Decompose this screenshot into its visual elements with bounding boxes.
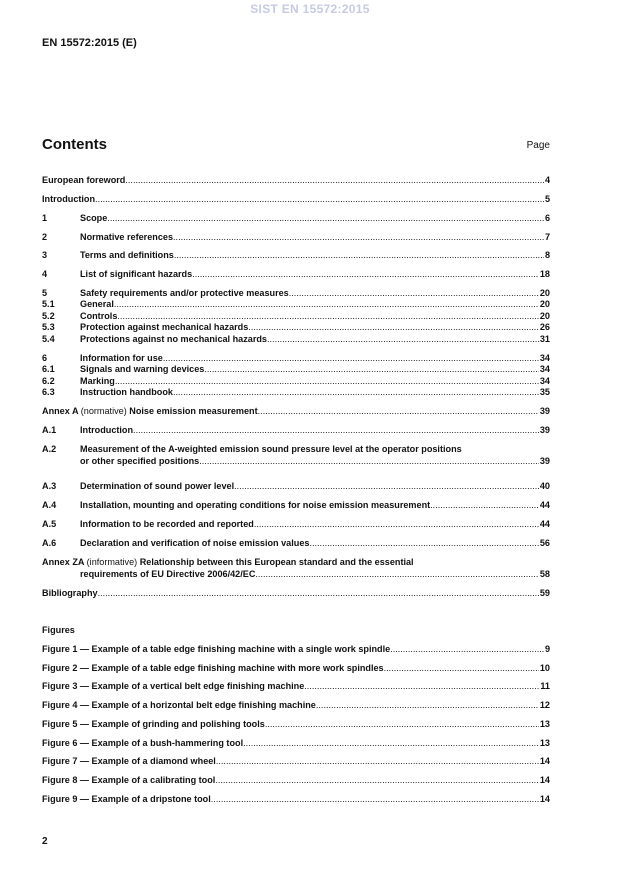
figure-page-number: 10 <box>539 663 550 673</box>
dot-leader <box>384 663 539 674</box>
toc-section-number: 5 <box>42 288 48 298</box>
toc-page-number: 20 <box>539 311 550 321</box>
dot-leader <box>117 311 538 322</box>
toc-page-number: 39 <box>539 425 550 435</box>
toc-entry-text: European foreword <box>42 175 126 185</box>
dot-leader <box>267 334 539 345</box>
dot-leader <box>243 738 539 749</box>
figure-entry-text: Figure 1 — Example of a table edge finishing machine with a single work spindle <box>42 644 391 654</box>
toc-entry-a2-emission-sound-pressure[interactable] <box>42 444 550 472</box>
page-number: 2 <box>42 836 48 847</box>
toc-section-number: A.4 <box>42 500 57 510</box>
toc-entry-text: Scope <box>80 213 108 223</box>
toc-page-number: 6 <box>544 213 550 223</box>
toc-entry-text: Instruction handbook <box>80 387 173 397</box>
toc-entry-text: Information for use <box>80 353 163 363</box>
toc-page-number: 8 <box>544 250 550 260</box>
figure-page-number: 13 <box>539 738 550 748</box>
dot-leader <box>204 364 539 375</box>
dot-leader <box>254 519 539 530</box>
toc-section-number: 6.2 <box>42 376 55 386</box>
toc-entry-text: Controls <box>80 311 118 321</box>
figure-entry-text: Figure 8 — Example of a calibrating tool <box>42 775 216 785</box>
dot-leader <box>192 269 539 280</box>
toc-page-number: 39 <box>539 406 550 416</box>
dot-leader <box>125 175 544 186</box>
figure-page-number: 12 <box>539 700 550 710</box>
toc-entry-text: Terms and definitions <box>80 250 174 260</box>
dot-leader <box>98 588 539 599</box>
toc-section-number: A.1 <box>42 425 57 435</box>
toc-page-number: 18 <box>539 269 550 279</box>
dot-leader <box>107 213 544 224</box>
figure-page-number: 9 <box>544 644 550 654</box>
dot-leader <box>115 376 539 387</box>
figure-entry-text: Figure 9 — Example of a dripstone tool <box>42 794 211 804</box>
document-id: EN 15572:2015 (E) <box>42 37 137 49</box>
dot-leader <box>304 681 539 692</box>
toc-page-number: 35 <box>539 387 550 397</box>
toc-section-number: 5.4 <box>42 334 55 344</box>
dot-leader <box>211 794 539 805</box>
toc-section-number: 3 <box>42 250 48 260</box>
figure-page-number: 14 <box>539 794 550 804</box>
annex-label: Annex A <box>42 406 79 416</box>
dot-leader <box>430 500 539 511</box>
dot-leader <box>248 322 539 333</box>
dot-leader <box>114 299 539 310</box>
dot-leader <box>316 700 539 711</box>
figure-page-number: 11 <box>540 681 550 691</box>
toc-page-number: 4 <box>544 175 550 185</box>
toc-entry-text: Information to be recorded and reported <box>80 519 254 529</box>
dot-leader <box>289 288 539 299</box>
toc-entry-text: Protections against no mechanical hazards <box>80 334 267 344</box>
watermark: SIST EN 15572:2015 <box>250 2 370 16</box>
toc-page-number: 5 <box>544 194 550 204</box>
toc-section-number: 6.3 <box>42 387 55 397</box>
figure-entry-text: Figure 5 — Example of grinding and polishing tools <box>42 719 265 729</box>
dot-leader <box>199 456 539 467</box>
contents-title: Contents <box>42 136 107 153</box>
toc-section-number: A.5 <box>42 519 57 529</box>
figure-page-number: 14 <box>539 775 550 785</box>
toc-section-number: A.2 <box>42 444 57 454</box>
figure-entry-text: Figure 3 — Example of a vertical belt edge finishing machine <box>42 681 305 691</box>
toc-entry-text: General <box>80 299 114 309</box>
toc-entry-text-line2: or other specified positions <box>80 456 200 466</box>
toc-page-number: 44 <box>539 500 550 510</box>
dot-leader <box>255 569 538 580</box>
toc-section-number: 6.1 <box>42 364 55 374</box>
toc-entry-text: Noise emission measurement <box>129 406 258 416</box>
toc-entry-text-line2: requirements of EU Directive 2006/42/EC <box>80 569 256 579</box>
toc-entry-text: Bibliography <box>42 588 98 598</box>
toc-entry-text-line1: Measurement of the A-weighted emission sound pressure level at the operator positions <box>80 444 462 454</box>
toc-page-number: 40 <box>539 481 550 491</box>
toc-section-number: 4 <box>42 269 48 279</box>
dot-leader <box>163 353 539 364</box>
toc-section-number: 5.1 <box>42 299 55 309</box>
dot-leader <box>215 775 539 786</box>
toc-page-number: 44 <box>539 519 550 529</box>
toc-page-number: 34 <box>539 364 550 374</box>
dot-leader <box>390 644 544 655</box>
toc-entry-text: Introduction <box>42 194 96 204</box>
toc-section-number: 6 <box>42 353 48 363</box>
toc-section-number: 2 <box>42 232 48 242</box>
toc-page-number: 56 <box>539 538 550 548</box>
toc-page-number: 39 <box>539 456 550 466</box>
toc-section-number: 5.2 <box>42 311 55 321</box>
toc-section-number: A.3 <box>42 481 57 491</box>
toc-page-number: 31 <box>539 334 550 344</box>
toc-section-number: 5.3 <box>42 322 55 332</box>
toc-page-number: 58 <box>539 569 550 579</box>
dot-leader <box>265 719 539 730</box>
toc-entry-text: Declaration and verification of noise emission values <box>80 538 310 548</box>
figure-page-number: 14 <box>539 756 550 766</box>
figure-entry-text: Figure 6 — Example of a bush-hammering tool <box>42 738 244 748</box>
annex-kind: (normative) <box>80 406 127 416</box>
dot-leader <box>173 387 539 398</box>
toc-page-number: 20 <box>539 288 550 298</box>
dot-leader <box>309 538 538 549</box>
toc-section-number: A.6 <box>42 538 57 548</box>
dot-leader <box>95 194 544 205</box>
toc-page-number: 59 <box>539 588 550 598</box>
toc-entry-text: Protection against mechanical hazards <box>80 322 249 332</box>
toc-entry-annex-za[interactable] <box>42 557 550 585</box>
dot-leader <box>258 406 539 417</box>
toc-entry-text: Signals and warning devices <box>80 364 205 374</box>
toc-section-number: 1 <box>42 213 48 223</box>
toc-page-number: 26 <box>539 322 550 332</box>
dot-leader <box>234 481 539 492</box>
dot-leader <box>174 250 544 261</box>
toc-entry-text: Safety requirements and/or protective measures <box>80 288 289 298</box>
toc-entry-text: Normative references <box>80 232 174 242</box>
figure-entry-text: Figure 2 — Example of a table edge finishing machine with more work spindles <box>42 663 384 673</box>
page-column-label: Page <box>526 140 550 151</box>
annex-label: Annex ZA <box>42 557 85 567</box>
toc-page-number: 20 <box>539 299 550 309</box>
toc-entry-text: Introduction <box>80 425 134 435</box>
dot-leader <box>133 425 539 436</box>
figure-entry-text: Figure 4 — Example of a horizontal belt edge finishing machine <box>42 700 316 710</box>
toc-entry-text: Determination of sound power level <box>80 481 235 491</box>
dot-leader <box>173 232 544 243</box>
toc-entry-text-line1: Relationship between this European standard and the essential <box>139 557 414 567</box>
toc-page-number: 34 <box>539 353 550 363</box>
figure-page-number: 13 <box>539 719 550 729</box>
toc-entry-text: List of significant hazards <box>80 269 193 279</box>
toc-entry-text: Marking <box>80 376 115 386</box>
figure-entry-text: Figure 7 — Example of a diamond wheel <box>42 756 216 766</box>
toc-page-number: 34 <box>539 376 550 386</box>
annex-kind: (informative) <box>86 557 138 567</box>
toc-page-number: 7 <box>544 232 550 242</box>
figures-heading: Figures <box>42 625 75 635</box>
dot-leader <box>216 756 539 767</box>
toc-entry-text: Installation, mounting and operating conditions for noise emission measurement <box>80 500 431 510</box>
